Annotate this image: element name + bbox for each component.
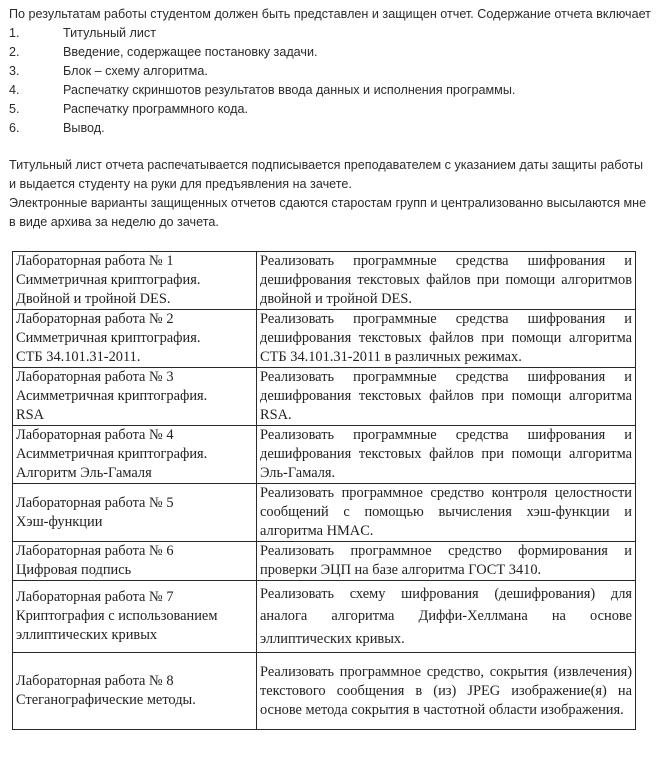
table-row <box>13 310 636 368</box>
list-item-text: Титульный лист <box>63 26 157 40</box>
lab-title-cell <box>13 252 257 310</box>
table-row <box>13 484 636 542</box>
lab-task-cell: Реализовать программные средства шифрования и дешифрования текстовых файлов при помощи алгоритма Эль-Гамаля. <box>257 426 636 484</box>
lab-title-cell <box>13 484 257 542</box>
lab-title-cell <box>13 581 257 653</box>
table-row <box>13 581 636 653</box>
list-item-number: 6. <box>9 121 20 135</box>
lab-topic: Стеганографические методы. <box>16 692 196 708</box>
lab-topic: Асимметричная криптография. <box>16 388 208 404</box>
title-page-paragraph-line: Титульный лист отчета распечатывается подписывается преподавателем с указанием даты защиты работы <box>9 158 644 172</box>
lab-subtopic: RSA <box>16 407 44 423</box>
list-item-text: Распечатку программного кода. <box>63 102 248 116</box>
lab-subtopic: Двойной и тройной DES. <box>16 291 171 307</box>
lab-number: Лабораторная работа № 5 <box>16 494 174 511</box>
lab-topic: Асимметричная криптография. <box>16 446 208 462</box>
lab-subtopic: Алгоритм Эль-Гамаля <box>16 465 152 481</box>
lab-topic: Криптография с использованием <box>16 608 218 624</box>
lab-title-cell <box>13 542 257 581</box>
lab-topic: Цифровая подпись <box>16 562 132 578</box>
lab-number: Лабораторная работа № 2 <box>16 311 174 327</box>
lab-task-cell: Реализовать программное средство формирования и проверки ЭЦП на базе алгоритма ГОСТ 3410. <box>257 542 636 581</box>
table-row <box>13 252 636 310</box>
lab-title-cell <box>13 426 257 484</box>
list-item-number: 2. <box>9 45 20 59</box>
list-item-text: Распечатку скриншотов результатов ввода данных и исполнения программы. <box>63 83 516 97</box>
lab-task-cell: Реализовать программные средства шифрования и дешифрования текстовых файлов при помощи алгоритма СТБ 34.101.31-2011 в различных режимах. <box>257 310 636 368</box>
lab-title-cell <box>13 310 257 368</box>
table-row <box>13 653 636 730</box>
lab-number: Лабораторная работа № 1 <box>16 253 174 269</box>
lab-task-cell: Реализовать программное средство контроля целостности сообщений с помощью вычисления хэш-функции и алгоритма HMAC. <box>257 484 636 542</box>
lab-title-cell <box>13 653 257 730</box>
list-item-text: Блок – схему алгоритма. <box>63 64 208 78</box>
lab-number: Лабораторная работа № 8 <box>16 673 174 689</box>
lab-task-cell: Реализовать программное средство, сокрытия (извлечения) текстового сообщения в (из) JPEG изображение(я) на основе метода сокрытия в частотной области изображения. <box>257 653 636 730</box>
electronic-reports-paragraph-line: Электронные варианты защищенных отчетов сдаются старостам групп и централизованно высылаются мне <box>9 196 647 210</box>
list-item-number: 5. <box>9 102 20 116</box>
electronic-reports-paragraph-line: в виде архива за неделю до зачета. <box>9 215 219 229</box>
title-page-paragraph-line: и выдается студенту на руки для предъявления на зачете. <box>9 177 352 191</box>
lab-topic: Симметричная криптография. <box>16 330 201 346</box>
list-item-number: 3. <box>9 64 20 78</box>
lab-topic: Хэш-функции <box>16 513 103 530</box>
lab-number: Лабораторная работа № 4 <box>16 427 174 443</box>
table-row <box>13 542 636 581</box>
list-item-text: Вывод. <box>63 121 105 135</box>
labs-table <box>12 251 636 730</box>
lab-task-cell: Реализовать программные средства шифрования и дешифрования текстовых файлов при помощи алгоритмов двойной и тройной DES. <box>257 252 636 310</box>
lab-topic: Симметричная криптография. <box>16 272 201 288</box>
table-row <box>13 368 636 426</box>
table-row <box>13 426 636 484</box>
list-item-number: 1. <box>9 26 20 40</box>
lab-task-cell: Реализовать программные средства шифрования и дешифрования текстовых файлов при помощи алгоритма RSA. <box>257 368 636 426</box>
lab-number: Лабораторная работа № 7 <box>16 589 174 605</box>
lab-number: Лабораторная работа № 3 <box>16 369 174 385</box>
lab-subtopic: СТБ 34.101.31-2011. <box>16 349 141 365</box>
intro-text: По результатам работы студентом должен быть представлен и защищен отчет. Содержание отчета включает <box>9 7 651 21</box>
lab-task-cell: Реализовать схему шифрования (дешифрования) для аналога алгоритма Диффи-Хеллмана на основе эллиптических кривых. <box>257 581 636 653</box>
lab-number: Лабораторная работа № 6 <box>16 543 174 559</box>
lab-title-cell <box>13 368 257 426</box>
list-item-text: Введение, содержащее постановку задачи. <box>63 45 318 59</box>
lab-subtopic: эллиптических кривых <box>16 627 158 643</box>
list-item-number: 4. <box>9 83 20 97</box>
instructions-text <box>9 156 667 232</box>
